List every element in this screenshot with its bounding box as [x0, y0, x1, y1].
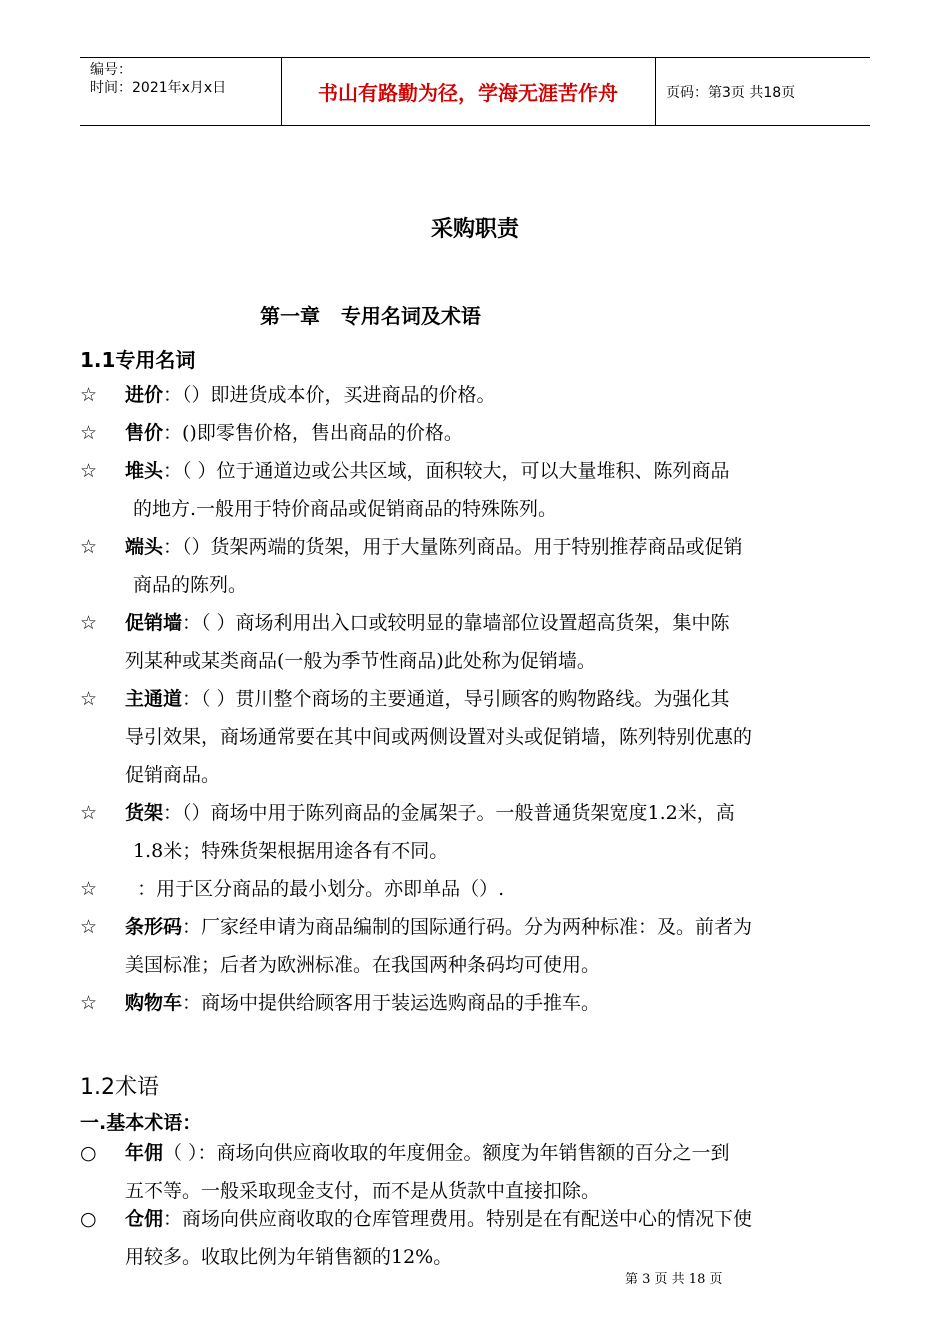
term-text: ：（）货架两端的货架，用于大量陈列商品。用于特别推荐商品或促销 — [163, 536, 743, 558]
section-heading: 1.2术语 — [80, 1075, 159, 1100]
term-text: ：用于区分商品的最小划分。亦即单品（）. — [125, 878, 505, 900]
term-text-cont: 的地方.一般用于特价商品或促销商品的特殊陈列。 — [133, 498, 558, 520]
term-text-cont: 商品的陈列。 — [133, 574, 248, 596]
term-entry — [80, 794, 870, 870]
term-entry — [80, 376, 870, 414]
term-name: 条形码 — [125, 916, 183, 938]
term-text: ：（）商场中用于陈列商品的金属架子。一般普通货架宽度1.2米，高 — [163, 802, 735, 824]
star-icon: ☆ — [80, 536, 98, 558]
term-name: 购物车 — [125, 992, 183, 1014]
term-text: ：商场中提供给顾客用于装运选购商品的手推车。 — [182, 992, 601, 1014]
term-entry — [80, 908, 870, 984]
page-title: 采购职责 — [430, 217, 519, 242]
term-text-cont: 导引效果，商场通常要在其中间或两侧设置对头或促销墙，陈列特别优惠的 — [125, 726, 753, 748]
star-icon: ☆ — [80, 688, 98, 710]
term-text: ：（ ）商场利用出入口或较明显的靠墙部位设置超高货架，集中陈 — [182, 612, 730, 634]
term-text: ：（ ）贯川整个商场的主要通道，导引顾客的购物路线。为强化其 — [182, 688, 730, 710]
serial-label: 编号： — [90, 62, 132, 78]
term-entry — [80, 604, 870, 680]
term-text: ：商场向供应商收取的仓库管理费用。特别是在有配送中心的情况下使 — [163, 1208, 753, 1230]
term-name: 年佣 — [125, 1142, 164, 1164]
subsection-heading: 一.基本术语： — [80, 1112, 202, 1134]
header-motto: 书山有路勤为径，学海无涯苦作舟 — [318, 81, 618, 105]
term-entry — [80, 984, 870, 1022]
term-text: ：（）即进货成本价，买进商品的价格。 — [163, 384, 496, 406]
term-text-cont: 列某种或某类商品(一般为季节性商品)此处称为促销墙。 — [125, 650, 596, 672]
header-divider — [655, 58, 656, 125]
term-text-cont: 促销商品。 — [125, 764, 221, 786]
star-icon: ☆ — [80, 612, 98, 634]
circle-icon: ○ — [80, 1142, 97, 1164]
term-entry — [80, 870, 870, 908]
term-entry — [80, 528, 870, 604]
term-text-cont: 美国标准；后者为欧洲标准。在我国两种条码均可使用。 — [125, 954, 601, 976]
star-icon: ☆ — [80, 878, 98, 900]
star-icon: ☆ — [80, 384, 98, 406]
term-name: 售价 — [125, 422, 164, 444]
term-name: 促销墙 — [125, 612, 183, 634]
time-label: 时间：2021年x月x日 — [90, 80, 227, 96]
star-icon: ☆ — [80, 802, 98, 824]
term-name: 仓佣 — [125, 1208, 164, 1230]
term-name: 端头 — [125, 536, 164, 558]
term-text: ：()即零售价格，售出商品的价格。 — [163, 422, 463, 444]
document-header — [80, 57, 870, 126]
page-footer: 第 3 页 共 18 页 — [625, 1272, 723, 1287]
section-heading: 1.1专用名词 — [80, 348, 196, 372]
term-entry — [80, 680, 870, 794]
term-name: 货架 — [125, 802, 164, 824]
term-text-cont: 五不等。一般采取现金支付，而不是从货款中直接扣除。 — [125, 1180, 601, 1202]
star-icon: ☆ — [80, 992, 98, 1014]
term-name: 主通道 — [125, 688, 183, 710]
circle-icon: ○ — [80, 1208, 97, 1230]
term-entry — [80, 1200, 870, 1276]
header-page-label: 页码：第3页 共18页 — [666, 84, 796, 101]
term-entry — [80, 452, 870, 528]
term-name: 堆头 — [125, 460, 164, 482]
term-text: ：（ ）位于通道边或公共区域，面积较大，可以大量堆积、陈列商品 — [163, 460, 730, 482]
term-name: 进价 — [125, 384, 164, 406]
term-entry — [80, 414, 870, 452]
term-text-cont: 1.8米；特殊货架根据用途各有不同。 — [133, 840, 449, 862]
term-text: ：厂家经申请为商品编制的国际通行码。分为两种标准：及。前者为 — [182, 916, 753, 938]
star-icon: ☆ — [80, 422, 98, 444]
term-entry — [80, 1134, 870, 1210]
chapter-heading: 第一章 专用名词及术语 — [260, 304, 481, 328]
star-icon: ☆ — [80, 916, 98, 938]
term-text: （ ）：商场向供应商收取的年度佣金。额度为年销售额的百分之一到 — [163, 1142, 730, 1164]
header-meta — [90, 61, 226, 97]
star-icon: ☆ — [80, 460, 98, 482]
term-text-cont: 用较多。收取比例为年销售额的12%。 — [125, 1246, 453, 1268]
